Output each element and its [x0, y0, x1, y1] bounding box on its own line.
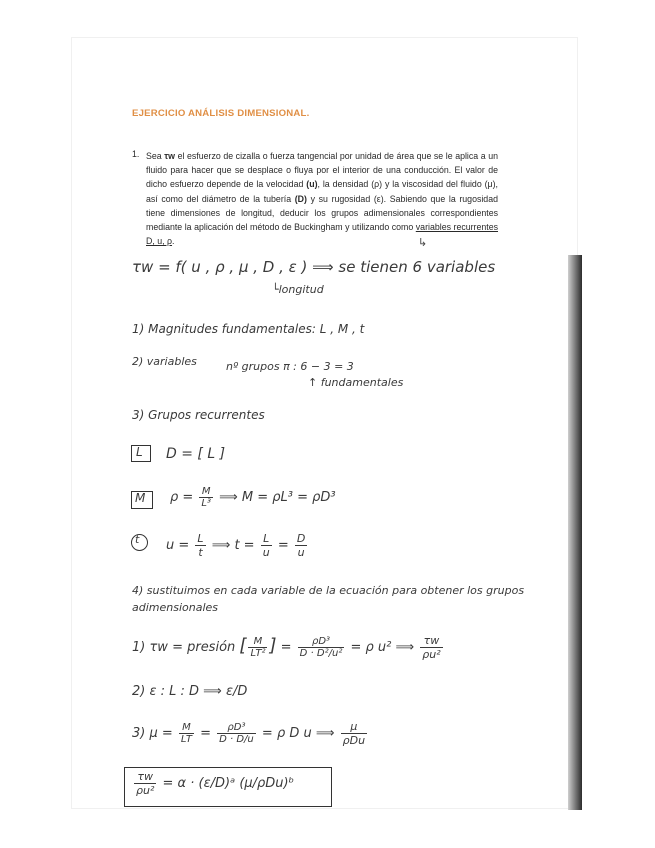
function-equation: τw = f( u , ρ , μ , D , ε ) ⟹ se tienen 6 variables: [132, 258, 496, 276]
group-1: 1) τw = presión [ $\frac{M}{\text{LT²}}$ ] = $\frac{\text{ρD³}}{\text{D · D²/u²}}$ = ρ u² ⟹ $\frac{\tau w}{\text{ρu²}}$: [132, 634, 441, 661]
scan-shadow: [568, 255, 582, 810]
recurrent-variables: variables recurrentes D, u, ρ: [146, 222, 499, 247]
pi-groups-count: nº grupos π : 6 − 3 = 3: [226, 360, 354, 373]
mass-equation: ρ = $\frac{M}{\text{L³}}$ ⟹ M = ρL³ = ρD³: [170, 486, 336, 509]
problem-statement: Sea τw el esfuerzo de cizalla o fuerza tangencial por unidad de área que se le aplica a un fluido para hacer que se desplace o fluya por el interior de una conducción. El valor de dicho esfuerzo depende de la velocidad (u), la densidad (ρ) y la viscosidad del fluido (μ), así como del diámetro de la tubería (D) y su rugosidad (ε). Sabiendo que la rugosidad tiene dimensiones de longitud, deducir los grupos adimensionales correspondientes mediante la aplicación del método de Buckingham y utilizando como variables recurrentes D, u, ρ.: [146, 151, 499, 247]
length-equation: D = [ L ]: [166, 446, 226, 462]
exercise-title: EJERCICIO ANÁLISIS DIMENSIONAL.: [132, 108, 310, 119]
hand-arrow: ↳: [418, 237, 428, 249]
group-3: 3) μ = $\frac{M}{LT}$ = $\frac{\text{ρD³}}{D \cdot D/u}$ = ρ D u ⟹ $\frac{\mu}{\text{ρDu}}$: [132, 720, 366, 747]
group-2: 2) ε : L : D ⟹ ε/D: [132, 684, 248, 699]
time-circle: [131, 534, 148, 551]
final-result: $\frac{\tau w}{\text{ρu²}}$ = α · (ε/D)ᵃ (μ/ρDu)ᵇ: [136, 770, 295, 797]
problem-number: 1.: [132, 149, 140, 159]
step-substitute: 4) sustituimos en cada variable de la ecuación para obtener los grupos adimensionales: [132, 584, 525, 614]
step-recurrent-groups: 3) Grupos recurrentes: [132, 408, 265, 422]
fundamentals-note: ↑ fundamentales: [308, 376, 404, 389]
time-equation: u = $\frac{L}{t}$ ⟹ t = $\frac{L}{u}$ = $\frac{D}{u}$: [166, 532, 306, 559]
step-variables: 2) variables: [132, 355, 197, 368]
tau-symbol: τw: [164, 151, 176, 161]
length-note: └longitud: [272, 283, 324, 296]
step-fundamental-magnitudes: 1) Magnitudes fundamentales: L , M , t: [132, 322, 365, 336]
